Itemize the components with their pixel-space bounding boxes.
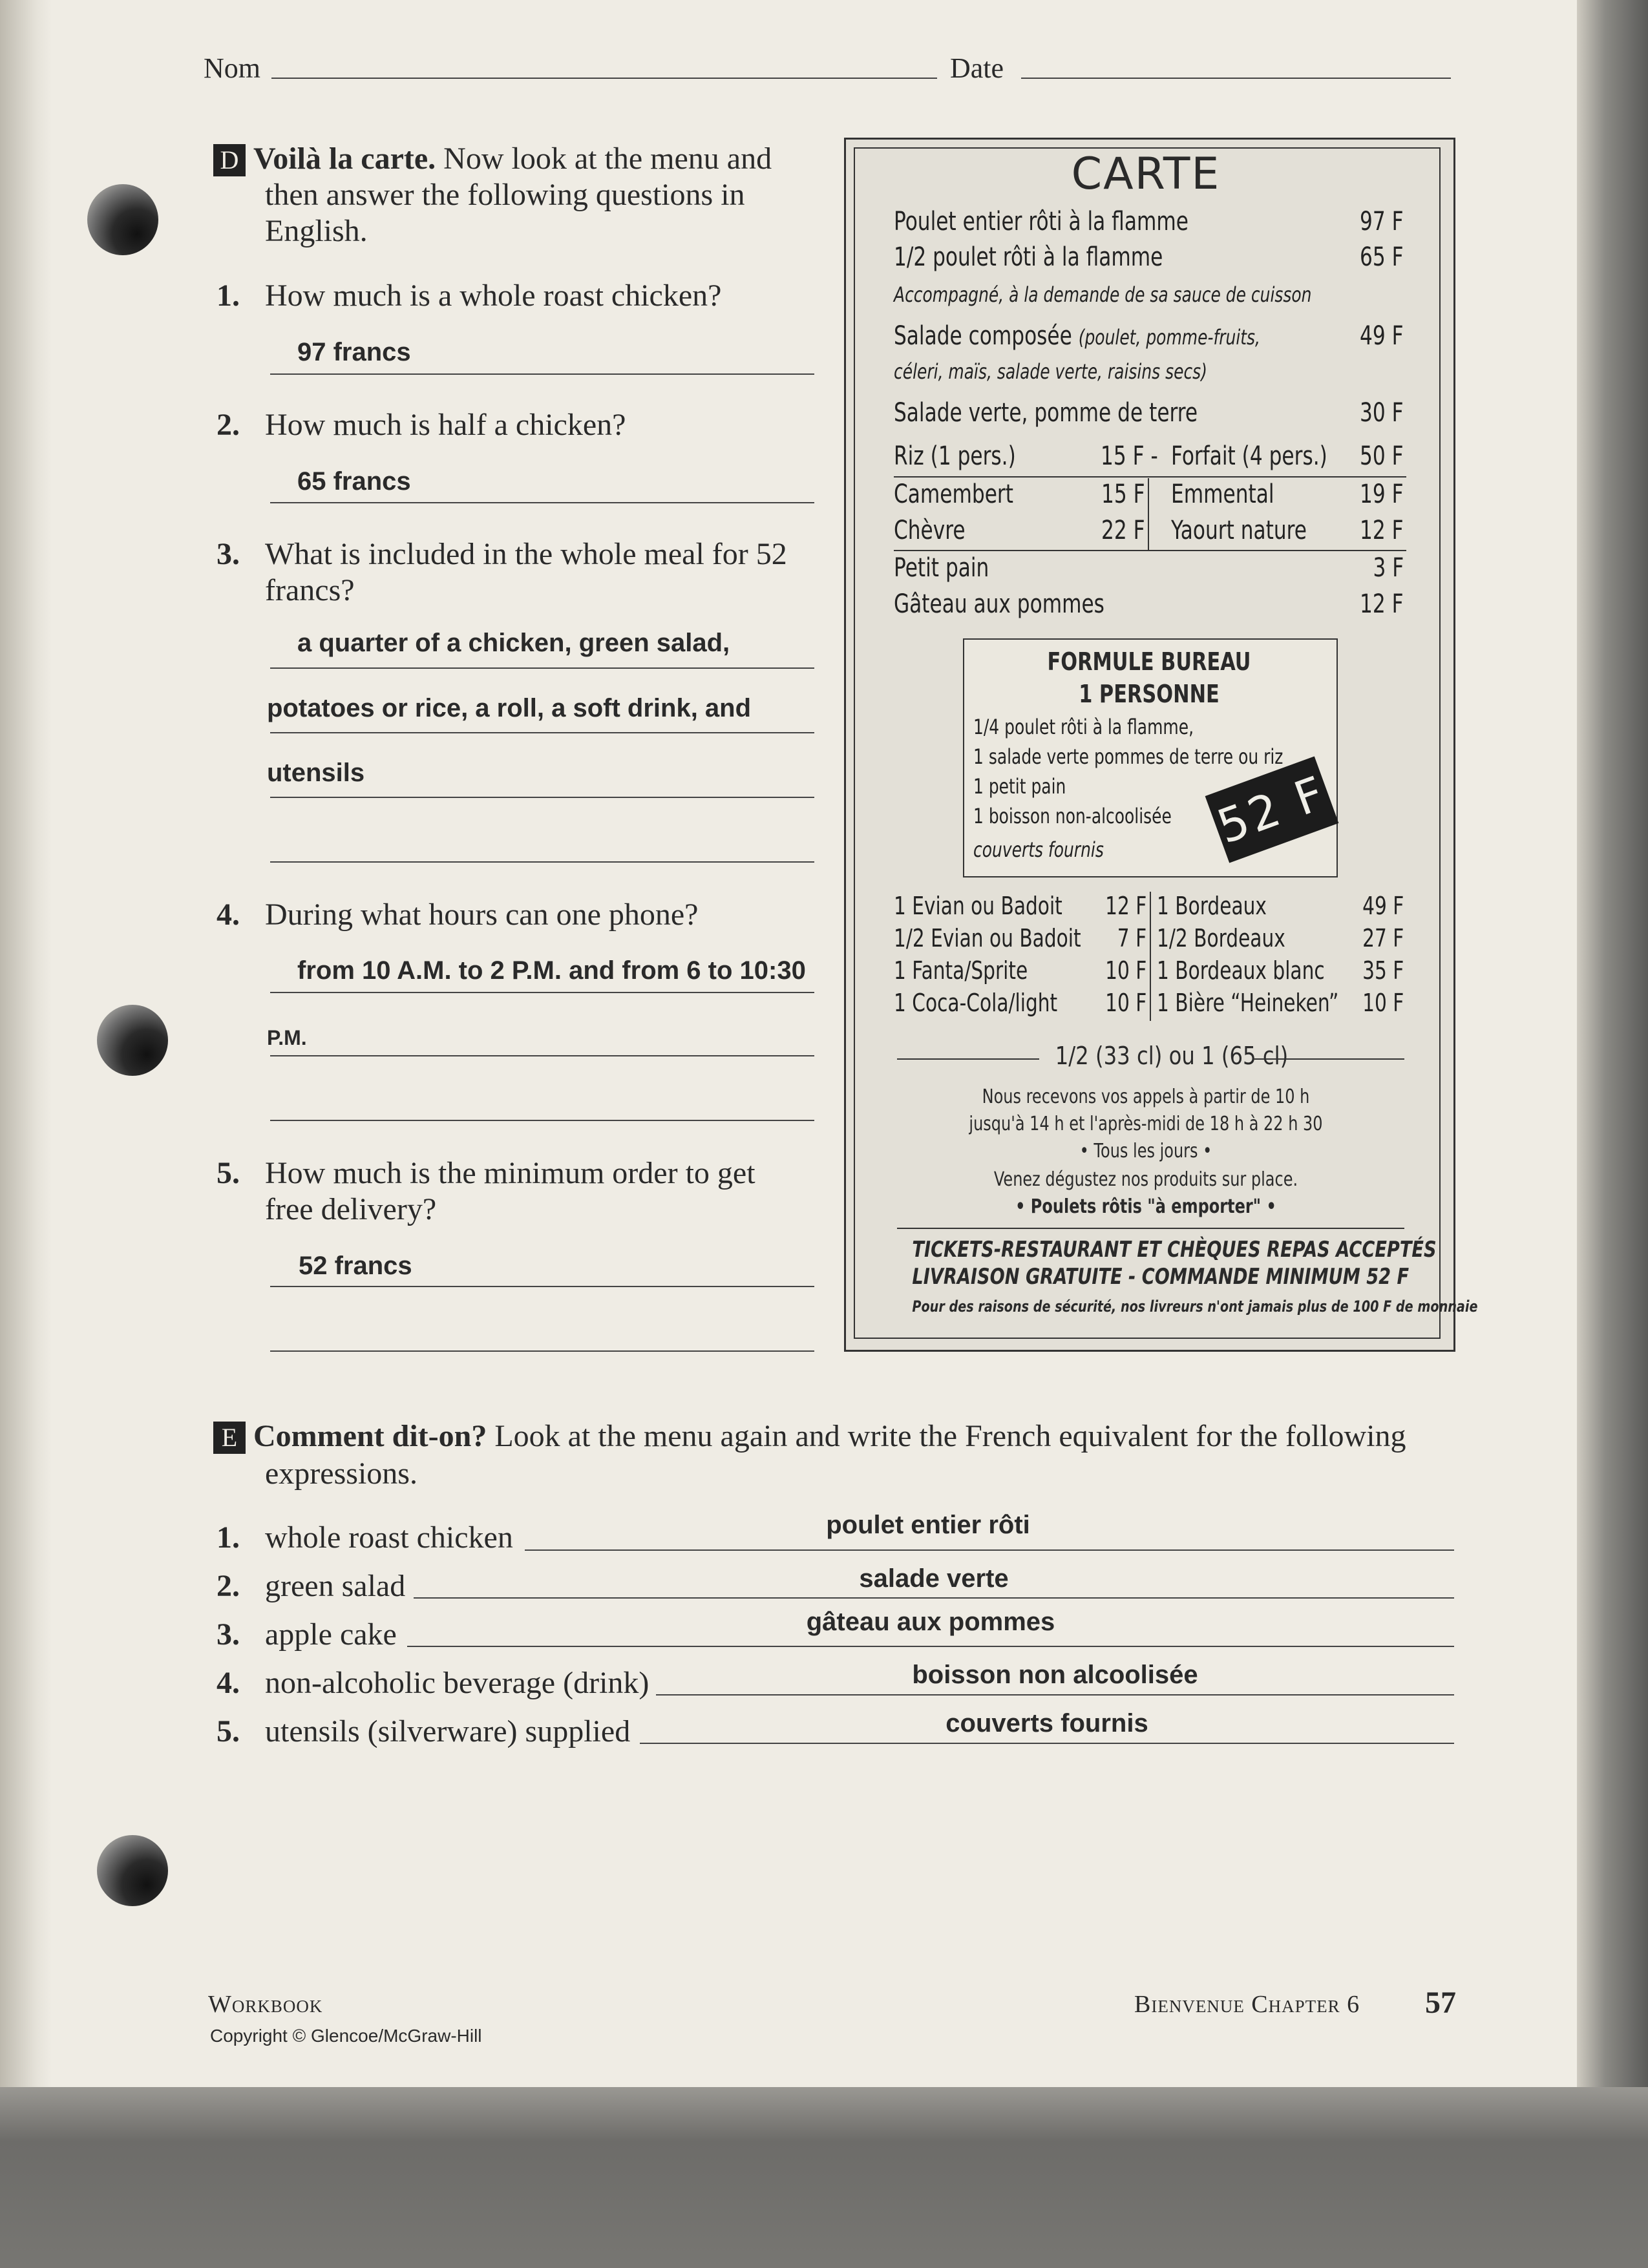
formule-line: 1 boisson non-alcoolisée xyxy=(973,804,1172,828)
formule-line: couverts fournis xyxy=(973,837,1104,862)
menu-riz-price: 15 F - xyxy=(1101,441,1158,471)
info-line: jusqu'à 14 h et l'après-midi de 18 h à 22 h 30 xyxy=(969,1113,1323,1135)
page-binding-shadow xyxy=(0,0,52,2087)
e5-prompt: utensils (silverware) supplied xyxy=(265,1714,631,1748)
menu-divider xyxy=(894,550,1406,551)
q1-text: How much is a whole roast chicken? xyxy=(265,278,722,313)
formule-line: 1 salade verte pommes de terre ou riz xyxy=(973,744,1284,769)
drink-right-price: 27 F xyxy=(1362,924,1404,952)
drink-left: 1/2 Evian ou Badoit xyxy=(894,924,1081,952)
menu-cake-name: Gâteau aux pommes xyxy=(894,589,1104,619)
menu-item-name: 1/2 poulet rôti à la flamme xyxy=(894,242,1163,272)
drink-right: 1/2 Bordeaux xyxy=(1157,924,1285,952)
q3-answer-3[interactable]: utensils xyxy=(267,759,365,787)
e5-answer-line xyxy=(640,1743,1454,1744)
section-d-letter: D xyxy=(213,144,246,176)
e4-prompt: non-alcoholic beverage (drink) xyxy=(265,1666,650,1700)
menu-cheese-right-price: 19 F xyxy=(1360,479,1404,509)
binder-hole-top xyxy=(87,184,158,255)
q5-text-1: How much is the minimum order to get xyxy=(265,1156,755,1190)
formule-title-1: FORMULE BUREAU xyxy=(1047,647,1251,676)
menu-item-name: Salade composée xyxy=(894,321,1072,351)
e1-prompt: whole roast chicken xyxy=(265,1520,513,1555)
q4-text: During what hours can one phone? xyxy=(265,898,699,932)
q1-number: 1. xyxy=(217,278,240,313)
menu-bread-price: 3 F xyxy=(1373,553,1404,583)
section-d-instructions-1: Now look at the menu and xyxy=(436,142,772,176)
drink-left-price: 10 F xyxy=(1104,989,1146,1017)
q5-answer-line-1 xyxy=(270,1286,814,1287)
q4-answer-line-2 xyxy=(270,1055,814,1056)
size-note: 1/2 (33 cl) ou 1 (65 cl) xyxy=(1055,1042,1289,1070)
drink-left-price: 7 F xyxy=(1117,924,1146,952)
menu-bread-name: Petit pain xyxy=(894,553,989,583)
e2-answer-line xyxy=(414,1597,1454,1599)
e4-number: 4. xyxy=(217,1666,240,1700)
q4-answer-line-3 xyxy=(270,1120,814,1121)
drink-left: 1 Evian ou Badoit xyxy=(894,892,1062,920)
e2-answer[interactable]: salade verte xyxy=(859,1564,1009,1593)
e4-answer[interactable]: boisson non alcoolisée xyxy=(912,1661,1198,1689)
q5-text-2: free delivery? xyxy=(265,1192,437,1226)
e1-answer-line xyxy=(525,1549,1454,1551)
menu-cheese-left: Camembert xyxy=(894,479,1013,509)
info-line: Nous recevons vos appels à partir de 10 h xyxy=(982,1086,1310,1108)
menu-cheese-left-price: 22 F xyxy=(1101,516,1145,545)
formule-line: 1/4 poulet rôti à la flamme, xyxy=(973,715,1194,739)
section-e-instructions-1: Look at the menu again and write the French equivalent for the following xyxy=(487,1419,1406,1453)
drink-left-price: 12 F xyxy=(1104,892,1146,920)
q3-answer-line-4 xyxy=(270,861,814,863)
date-line[interactable] xyxy=(1021,78,1451,79)
q3-answer-2[interactable]: potatoes or rice, a roll, a soft drink, and xyxy=(267,694,752,722)
q3-answer-line-3 xyxy=(270,797,814,798)
binder-hole-bottom xyxy=(97,1835,168,1906)
q2-answer-line xyxy=(270,502,814,503)
menu-item-price: 65 F xyxy=(1360,242,1404,272)
q3-number: 3. xyxy=(217,537,240,571)
menu-cake-price: 12 F xyxy=(1360,589,1404,619)
q4-answer-2[interactable]: P.M. xyxy=(267,1026,307,1049)
section-d-title: Voilà la carte. xyxy=(253,142,436,176)
q2-text: How much is half a chicken? xyxy=(265,408,626,442)
menu-forfait-price: 50 F xyxy=(1360,441,1404,471)
drink-right: 1 Bordeaux xyxy=(1157,892,1267,920)
menu-forfait-name: Forfait (4 pers.) xyxy=(1171,441,1327,471)
formule-line: 1 petit pain xyxy=(973,774,1066,799)
menu-footer-3: Pour des raisons de sécurité, nos livreurs n'ont jamais plus de 100 F de monnaie xyxy=(912,1297,1478,1316)
e1-answer[interactable]: poulet entier rôti xyxy=(826,1511,1030,1539)
drink-left: 1 Coca-Cola/light xyxy=(894,989,1058,1017)
footer-copyright: Copyright © Glencoe/McGraw-Hill xyxy=(210,2026,482,2046)
e5-answer[interactable]: couverts fournis xyxy=(945,1709,1148,1738)
q3-answer-line-2 xyxy=(270,732,814,733)
info-line: • Poulets rôtis "à emporter" • xyxy=(1015,1195,1276,1218)
menu-item-name: Salade verte, pomme de terre xyxy=(894,398,1198,428)
e2-number: 2. xyxy=(217,1569,240,1603)
info-line: Venez dégustez nos produits sur place. xyxy=(993,1168,1298,1191)
formule-title-2: 1 PERSONNE xyxy=(1079,680,1220,708)
menu-item-price: 49 F xyxy=(1360,321,1404,351)
menu-divider xyxy=(894,476,1406,478)
menu-item-name: Poulet entier rôti à la flamme xyxy=(894,207,1188,236)
section-d-instructions-2: then answer the following questions in xyxy=(265,178,745,212)
menu-column-divider xyxy=(1148,478,1149,551)
e2-prompt: green salad xyxy=(265,1569,406,1603)
q2-answer[interactable]: 65 francs xyxy=(297,467,411,496)
footer-chapter: Bienvenue Chapter 6 xyxy=(1134,1991,1360,2018)
date-label: Date xyxy=(950,52,1004,84)
binder-hole-middle xyxy=(97,1005,168,1076)
e3-answer[interactable]: gâteau aux pommes xyxy=(806,1608,1055,1636)
menu-riz-name: Riz (1 pers.) xyxy=(894,441,1016,471)
e1-number: 1. xyxy=(217,1520,240,1555)
q1-answer-line xyxy=(270,373,814,375)
drink-right-price: 35 F xyxy=(1362,956,1404,985)
q1-answer[interactable]: 97 francs xyxy=(297,338,411,366)
drink-left: 1 Fanta/Sprite xyxy=(894,956,1028,985)
section-e-instructions-2: expressions. xyxy=(265,1456,417,1491)
size-rule-right xyxy=(1252,1058,1404,1060)
menu-item-detail: (poulet, pomme-fruits, xyxy=(1078,325,1260,350)
e3-answer-line xyxy=(407,1646,1454,1647)
q5-answer[interactable]: 52 francs xyxy=(299,1252,412,1280)
formule-price-badge: 52 F xyxy=(1205,757,1339,863)
e4-answer-line xyxy=(656,1694,1454,1696)
menu-cheese-left-price: 15 F xyxy=(1101,479,1145,509)
menu-item-note: Accompagné, à la demande de sa sauce de cuisson xyxy=(894,282,1312,307)
nom-line[interactable] xyxy=(271,78,937,79)
menu-cheese-right: Emmental xyxy=(1171,479,1274,509)
menu-item-price: 97 F xyxy=(1360,207,1404,236)
scanner-bottom-band xyxy=(0,2087,1648,2268)
size-rule-left xyxy=(897,1058,1039,1060)
menu-cheese-right: Yaourt nature xyxy=(1171,516,1307,545)
section-e-letter: E xyxy=(213,1422,246,1454)
menu-footer-2: LIVRAISON GRATUITE - COMMANDE MINIMUM 52 F xyxy=(912,1264,1410,1290)
drink-right: 1 Bordeaux blanc xyxy=(1157,956,1325,985)
q4-answer-line-1 xyxy=(270,992,814,993)
nom-label: Nom xyxy=(204,52,260,84)
menu-item-salade-composee xyxy=(894,321,1260,351)
drink-right-price: 49 F xyxy=(1362,892,1404,920)
drink-right-price: 10 F xyxy=(1362,989,1404,1017)
drink-left-price: 10 F xyxy=(1104,956,1146,985)
q3-text-1: What is included in the whole meal for 52 xyxy=(265,537,787,571)
section-e-heading xyxy=(213,1418,1406,1454)
section-d-heading xyxy=(213,141,772,177)
e5-number: 5. xyxy=(217,1714,240,1748)
menu-footer-rule xyxy=(897,1228,1404,1229)
e3-number: 3. xyxy=(217,1617,240,1652)
q2-number: 2. xyxy=(217,408,240,442)
q4-number: 4. xyxy=(217,898,240,932)
menu-title: CARTE xyxy=(1071,149,1221,200)
drinks-column-divider xyxy=(1150,892,1151,1021)
q4-answer-1[interactable]: from 10 A.M. to 2 P.M. and from 6 to 10:30 xyxy=(297,956,806,985)
menu-item-price: 30 F xyxy=(1360,398,1404,428)
q3-answer-line-1 xyxy=(270,667,814,669)
q5-answer-line-2 xyxy=(270,1350,814,1352)
menu-cheese-left: Chèvre xyxy=(894,516,966,545)
page-edge-shadow xyxy=(1577,0,1648,2087)
q3-text-2: francs? xyxy=(265,573,355,607)
menu-footer-1: TICKETS-RESTAURANT ET CHÈQUES REPAS ACCEPTÉS xyxy=(912,1237,1437,1263)
q3-answer-1[interactable]: a quarter of a chicken, green salad, xyxy=(297,629,730,657)
section-e-title: Comment dit-on? xyxy=(253,1419,487,1453)
page-number: 57 xyxy=(1425,1986,1456,2020)
q5-number: 5. xyxy=(217,1156,240,1190)
section-d-instructions-3: English. xyxy=(265,214,368,248)
info-line: • Tous les jours • xyxy=(1079,1140,1212,1162)
drink-right: 1 Bière “Heineken” xyxy=(1157,989,1339,1017)
footer-workbook: Workbook xyxy=(208,1991,323,2018)
menu-item-note: céleri, maïs, salade verte, raisins secs) xyxy=(894,359,1207,384)
menu-cheese-right-price: 12 F xyxy=(1360,516,1404,545)
e3-prompt: apple cake xyxy=(265,1617,397,1652)
